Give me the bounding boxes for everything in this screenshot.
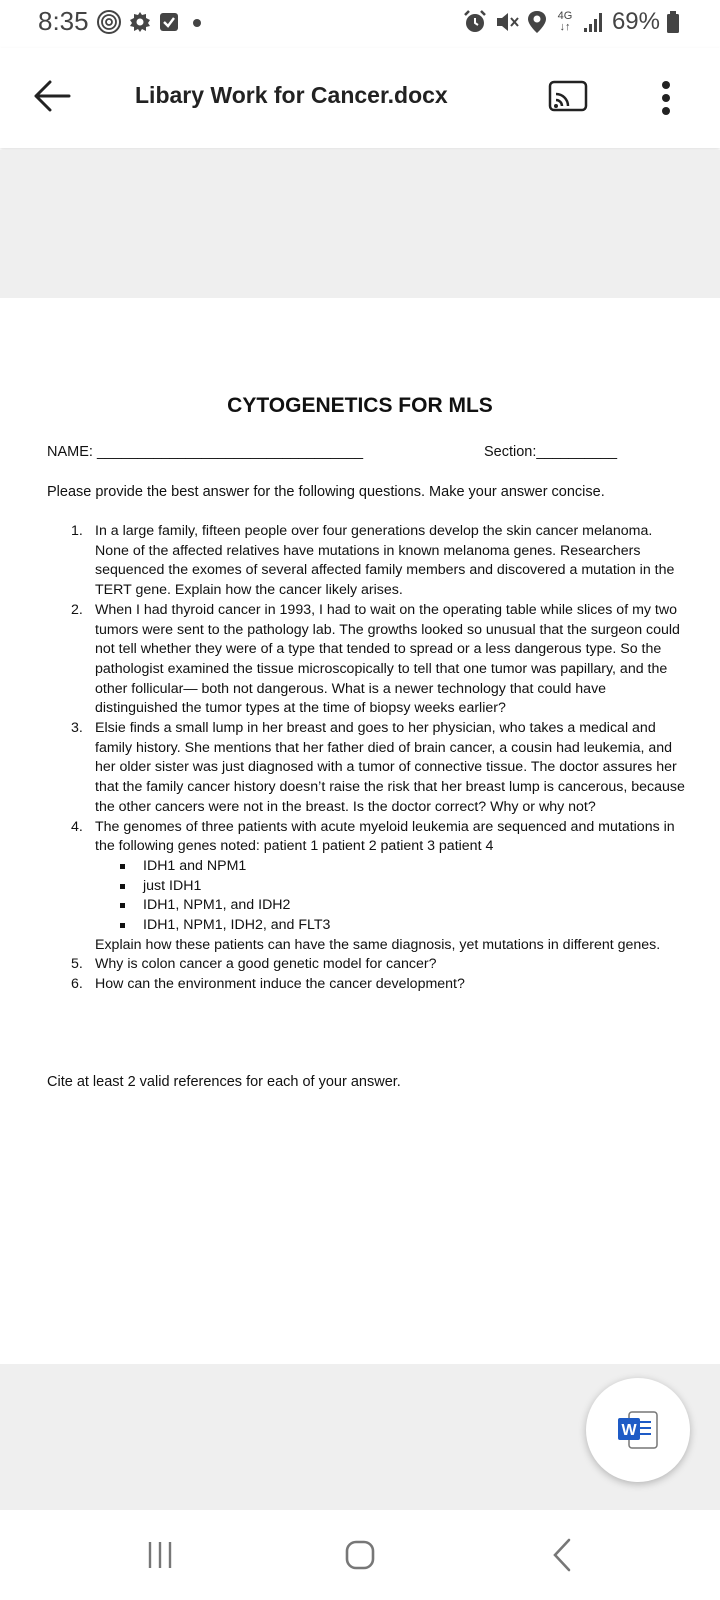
open-in-word-button[interactable] (586, 1378, 690, 1482)
question-item (47, 975, 687, 995)
question-text: When I had thyroid cancer in 1993, I had to wait on the operating table while slices of my two tumors were sent to the pathology lab. The growths looked so unusual that the surgeon could not tell whether they were of a type that tended to spread or a less dangerous type. So the pathologist examined the tissue microscopically to tell that one tumor was papillary, and the other follicular— both not dangerous. What is a newer technology that could have distinguished the tumor types at the time of biopsy weeks earlier? (95, 601, 680, 717)
instructions-text: Please provide the best answer for the following questions. Make your answer concise. (47, 484, 605, 500)
more-options-button[interactable] (646, 72, 686, 124)
question-text: Elsie finds a small lump in her breast and goes to her physician, who takes a medical and family history. She mentions that her father died of brain cancer, a cousin had leukemia, and her older sister was just diagnosed with a tumor of connective tissue. The doctor assures her that the family cancer history doesn’t raise the risk that her breast lump is cancerous, because the other cancers were not in the breast. Is the doctor correct? Why or why not? (95, 720, 685, 815)
list-item (95, 857, 687, 877)
bullet-square-icon (120, 864, 125, 869)
name-field-label: NAME: _________________________________ (47, 444, 364, 460)
back-nav-button[interactable] (532, 1530, 592, 1580)
bullet-square-icon (120, 884, 125, 889)
settings-gear-icon (128, 10, 152, 34)
signal-icon (582, 10, 606, 34)
battery-percent: 69% (611, 8, 660, 35)
question-number: 2. (71, 601, 83, 618)
word-doc-icon (615, 1408, 661, 1452)
data-arrows-icon: ↓↑ (559, 21, 571, 33)
app-bar (0, 48, 720, 148)
document-heading: CYTOGENETICS FOR MLS (227, 394, 493, 417)
question-item (47, 818, 687, 956)
more-vertical-icon (661, 80, 671, 116)
location-icon (526, 9, 548, 35)
question-number: 6. (71, 976, 83, 993)
network-indicator (554, 11, 576, 33)
question-item (47, 719, 687, 818)
question-item (47, 522, 687, 601)
cast-button[interactable] (546, 76, 590, 116)
question-followup-text: Explain how these patients can have the same diagnosis, yet mutations in different genes. (95, 936, 661, 953)
question-list (47, 522, 687, 995)
recent-apps-button[interactable] (130, 1530, 190, 1580)
network-label: 4G (557, 10, 573, 22)
notification-dot-icon (186, 11, 208, 33)
back-button[interactable] (30, 74, 74, 118)
checkbox-notification-icon (158, 11, 180, 33)
question-item (47, 955, 687, 975)
question-text: The genomes of three patients with acute myeloid leukemia are sequenced and mutations in the following genes noted: patient 1 patient 2 patient 3 patient 4 (95, 818, 675, 855)
question-text: In a large family, fifteen people over four generations develop the skin cancer melanoma. None of the affected relatives have mutations in known melanoma genes. Researchers sequenced the exomes of several affected family members and discovered a mutation in the TERT gene. Explain how the cancer likely arises. (95, 523, 675, 599)
list-item-text: IDH1, NPM1, IDH2, and FLT3 (143, 917, 331, 934)
battery-icon (666, 10, 680, 34)
document-page[interactable] (0, 298, 720, 1364)
question-number: 3. (71, 720, 83, 737)
bullet-square-icon (120, 903, 125, 908)
home-icon (344, 1539, 376, 1571)
mute-vibrate-icon (494, 9, 520, 35)
bullet-square-icon (120, 923, 125, 928)
word-icon-letter: W (621, 1422, 637, 1439)
status-bar (0, 0, 720, 44)
question-number: 5. (71, 956, 83, 973)
question-number: 4. (71, 818, 83, 835)
list-item (95, 916, 687, 936)
question-number: 1. (71, 523, 83, 539)
document-title: Libary Work for Cancer.docx (135, 82, 448, 108)
status-left-icons (96, 8, 208, 36)
alarm-icon (462, 9, 488, 35)
system-navigation-bar (0, 1510, 720, 1600)
fingerprint-icon (96, 9, 122, 35)
list-item-text: IDH1 and NPM1 (143, 857, 247, 874)
question-text: Why is colon cancer a good genetic model for cancer? (95, 956, 437, 973)
list-item-text: IDH1, NPM1, and IDH2 (143, 897, 291, 914)
patient-mutation-list (95, 857, 687, 936)
page-gap-top (0, 150, 720, 298)
status-time: 8:35 (38, 6, 89, 36)
list-item-text: just IDH1 (143, 877, 202, 894)
cast-icon (548, 80, 588, 112)
recent-apps-icon (146, 1540, 174, 1570)
section-field-label: Section:__________ (484, 444, 618, 460)
question-text: How can the environment induce the cancer development? (95, 976, 465, 993)
list-item (95, 877, 687, 897)
back-chevron-icon (552, 1538, 572, 1572)
arrow-left-icon (33, 80, 71, 112)
home-button[interactable] (330, 1530, 390, 1580)
status-right-icons (462, 8, 680, 36)
question-item (47, 601, 687, 719)
citation-note: Cite at least 2 valid references for each of your answer. (47, 1074, 401, 1090)
list-item (95, 896, 687, 916)
